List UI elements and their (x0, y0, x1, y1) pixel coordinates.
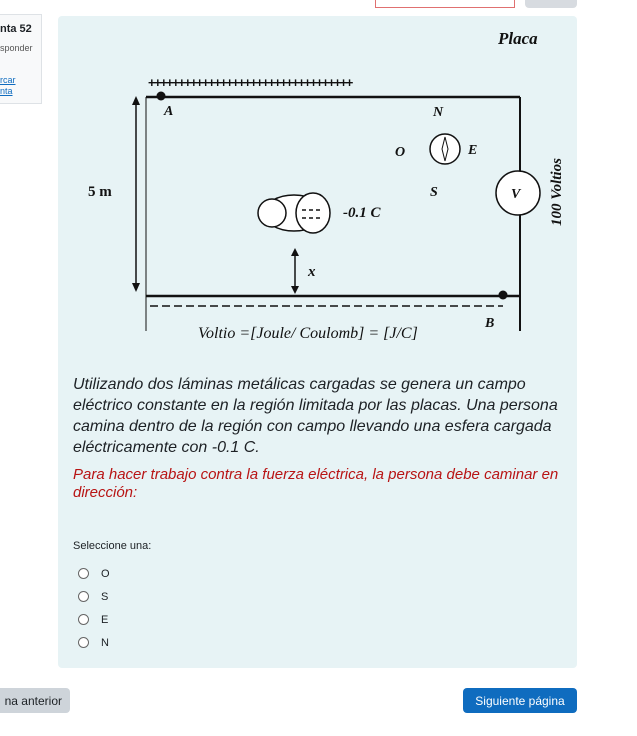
plus-charges: ++++++++++++++++++++++++++++++++++ (148, 75, 352, 90)
option-o[interactable] (78, 562, 110, 585)
answer-options (78, 562, 110, 654)
radio-button[interactable] (78, 568, 89, 579)
compass-south: S (430, 185, 438, 200)
question-number: nta 52 (0, 23, 32, 35)
diagram-title: Placa (498, 29, 538, 48)
question-state: sponder (0, 43, 33, 53)
x-arrow-top (291, 248, 299, 256)
x-arrow-bottom (291, 286, 299, 294)
voltmeter-label: V (511, 187, 521, 202)
distance-arrow-top (132, 96, 140, 105)
compass-north: N (433, 105, 444, 120)
next-page-button[interactable]: Siguiente página (463, 688, 577, 713)
voltage-label: 100 Voltios (549, 158, 565, 226)
radio-button[interactable] (78, 591, 89, 602)
point-b-dot (499, 291, 508, 300)
option-label: N (101, 636, 109, 649)
charge-label: -0.1 C (343, 205, 381, 221)
person-icon (258, 193, 330, 233)
previous-page-button[interactable]: na anterior (0, 688, 70, 713)
radio-button[interactable] (78, 614, 89, 625)
distance-arrow-bottom (132, 283, 140, 292)
flag-question-link[interactable]: rcar (0, 75, 16, 85)
option-label: S (101, 590, 109, 603)
distance-label: 5 m (88, 184, 112, 200)
question-info-panel (0, 14, 42, 104)
compass-east: E (468, 143, 478, 158)
option-e[interactable] (78, 608, 110, 631)
top-control (375, 0, 515, 8)
point-b-label: B (485, 316, 495, 331)
question-highlight: Para hacer trabajo contra la fuerza eléctrica, la persona debe caminar en dirección: (73, 466, 559, 501)
question-text (73, 374, 563, 502)
compass-west: O (395, 145, 406, 160)
answer-prompt: Seleccione una: (73, 540, 152, 552)
option-n[interactable] (78, 631, 110, 654)
formula-label: Voltio =[Joule/ Coulomb] = [J/C] (198, 325, 418, 342)
point-a-dot (157, 92, 166, 101)
x-label: x (308, 264, 316, 280)
top-button[interactable] (525, 0, 577, 8)
flag-question-link-2[interactable]: nta (0, 86, 13, 96)
option-label: E (101, 613, 109, 626)
point-a-label: A (164, 104, 174, 119)
option-label: O (101, 567, 110, 580)
question-formulation (58, 16, 577, 668)
radio-button[interactable] (78, 637, 89, 648)
question-body: Utilizando dos láminas metálicas cargadas se genera un campo eléctrico constante en la región limitada por las placas. Una persona camina dentro de la región con campo llevando una esfera cargada eléctricamente con -0.1 C. (73, 376, 558, 456)
option-s[interactable] (78, 585, 110, 608)
physics-diagram (58, 16, 577, 366)
